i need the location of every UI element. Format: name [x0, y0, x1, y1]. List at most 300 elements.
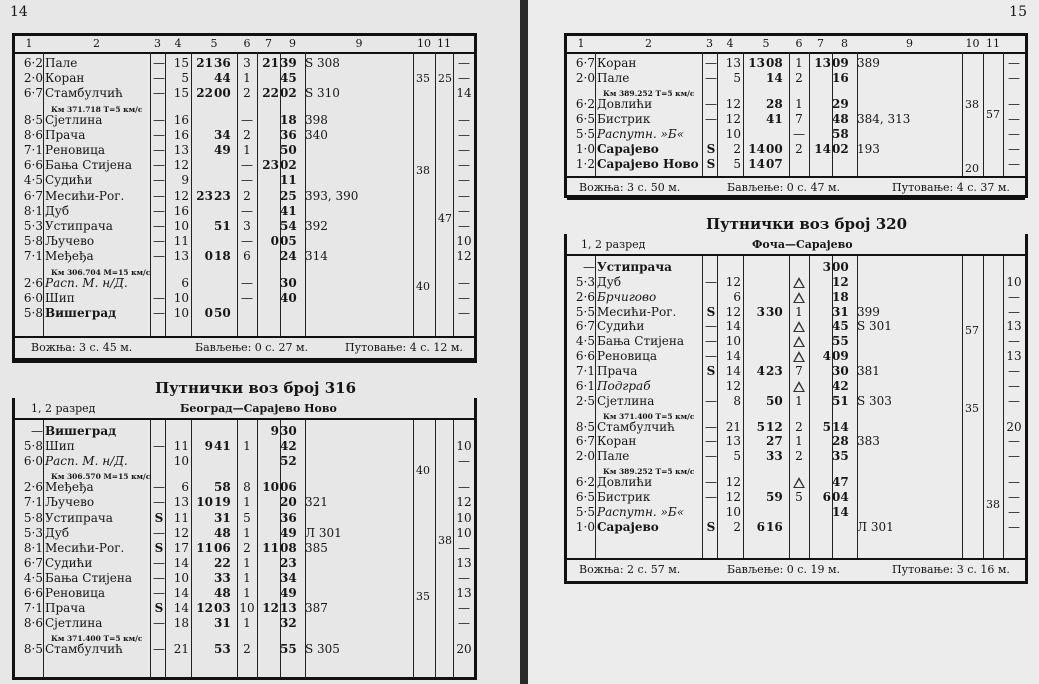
- time-cell: —: [153, 525, 165, 540]
- time-cell: —: [241, 234, 253, 249]
- distance-cell: 6·0: [23, 454, 43, 469]
- time-cell: S: [154, 601, 164, 616]
- time-cell: —: [458, 56, 470, 70]
- station-name: Стамбулчић: [597, 419, 675, 434]
- time-cell: 1: [243, 555, 251, 570]
- time-cell: 2: [795, 449, 803, 464]
- time-cell: —: [458, 601, 470, 616]
- time-cell: 15: [173, 56, 189, 70]
- time-cell: —: [241, 158, 253, 173]
- time-cell: 5: [756, 419, 765, 434]
- time-cell: 16: [173, 127, 189, 142]
- time-cell: S 303: [857, 393, 892, 408]
- time-cell: 41: [214, 439, 231, 454]
- column-header: 3: [154, 37, 161, 50]
- station-name: Мeђeђa: [45, 480, 94, 495]
- table-row: [15, 291, 474, 306]
- distance-cell: 7·1: [23, 249, 43, 264]
- time-cell: 11: [262, 540, 279, 555]
- time-cell: 2: [795, 419, 803, 434]
- table-row: [15, 128, 474, 143]
- time-cell: —: [1008, 304, 1020, 319]
- time-cell: —: [458, 158, 470, 173]
- time-cell: 51: [832, 393, 849, 408]
- distance-cell: 5·8: [23, 439, 43, 454]
- time-cell: 31: [214, 510, 231, 525]
- time-cell: —: [458, 188, 470, 203]
- timetable-footer: [15, 336, 474, 360]
- time-cell: —: [1008, 127, 1020, 141]
- time-cell: 13: [748, 56, 765, 70]
- column-header-row: [15, 36, 474, 54]
- time-cell: 3: [243, 219, 251, 233]
- time-cell: —: [705, 71, 717, 85]
- station-name: Устипрача: [597, 260, 672, 274]
- station-name: Реновица: [597, 349, 658, 364]
- time-cell: S: [706, 363, 716, 378]
- time-cell: 20: [1006, 419, 1022, 434]
- distance-cell: 4·5: [575, 334, 595, 349]
- time-cell: 05: [280, 234, 297, 249]
- time-cell: 29: [832, 97, 849, 111]
- time-cell: 03: [214, 601, 231, 616]
- table-row: [567, 475, 1025, 490]
- time-cell: 14: [766, 71, 783, 85]
- time-cell: 12: [725, 112, 741, 126]
- time-cell: 2: [243, 540, 251, 555]
- side-number: 57: [986, 108, 1000, 121]
- time-cell: —: [1008, 112, 1020, 126]
- time-cell: Л 301: [857, 519, 894, 534]
- time-cell: 10: [262, 480, 279, 495]
- column-header: 7: [265, 37, 272, 50]
- distance-cell: 8·5: [23, 112, 43, 127]
- train-class: 1, 2 разред: [581, 238, 646, 251]
- column-header: 8: [841, 37, 848, 50]
- time-cell: —: [153, 642, 165, 657]
- time-cell: [789, 290, 809, 305]
- time-cell: 9: [181, 173, 189, 188]
- time-cell: 13: [280, 601, 297, 616]
- kilometer-note: [15, 631, 474, 642]
- time-cell: 48: [832, 112, 849, 126]
- time-cell: —: [458, 173, 470, 188]
- time-cell: —: [458, 480, 470, 495]
- time-cell: 11: [173, 439, 189, 454]
- station-name: Бања Стијена: [597, 334, 685, 349]
- column-header-row: [567, 36, 1025, 54]
- time-cell: —: [1008, 142, 1020, 156]
- time-cell: 13: [725, 434, 741, 449]
- time-cell: 34: [280, 570, 297, 585]
- time-cell: 45: [280, 71, 297, 86]
- time-cell: 35: [832, 449, 849, 464]
- distance-cell: 4·5: [23, 173, 43, 188]
- station-name: Судићи: [597, 319, 645, 334]
- distance-cell: 5·5: [575, 304, 595, 319]
- station-name: Прача: [45, 601, 86, 616]
- table-row: [567, 157, 1025, 172]
- column-header: 11: [437, 37, 451, 50]
- note-text: Км 306.704 М=15 км/с: [51, 267, 151, 277]
- time-cell: 47: [832, 475, 849, 490]
- table-row: [567, 275, 1025, 290]
- station-name: Пале: [597, 449, 630, 464]
- distance-cell: 6·5: [575, 489, 595, 504]
- time-cell: 16: [173, 203, 189, 218]
- time-cell: 14: [725, 349, 741, 364]
- time-cell: 14: [173, 601, 189, 616]
- time-cell: 3: [243, 56, 251, 70]
- time-cell: 28: [832, 434, 849, 449]
- side-number: 38: [438, 534, 452, 547]
- distance-cell: 1·0: [575, 519, 595, 534]
- distance-cell: 2·6: [23, 275, 43, 290]
- distance-cell: 8·6: [23, 127, 43, 142]
- table-row: [567, 505, 1025, 520]
- time-cell: 13: [173, 143, 189, 157]
- distance-cell: —: [31, 424, 43, 438]
- station-name: Месићи-Рог.: [45, 188, 125, 203]
- time-cell: 52: [280, 454, 297, 469]
- time-cell: —: [705, 449, 717, 464]
- time-cell: 42: [832, 378, 849, 393]
- table-row: [567, 334, 1025, 349]
- timetable-footer: [567, 176, 1025, 200]
- time-cell: —: [153, 439, 165, 454]
- time-cell: 09: [832, 349, 849, 364]
- time-cell: 18: [173, 616, 189, 631]
- time-cell: 5: [733, 71, 741, 85]
- time-cell: —: [705, 319, 717, 334]
- time-cell: [789, 379, 809, 394]
- column-header: 1: [25, 37, 33, 50]
- time-cell: 21: [262, 56, 279, 70]
- side-number: 38: [986, 498, 1000, 511]
- time-cell: 193: [857, 142, 880, 156]
- time-cell: 06: [214, 540, 231, 555]
- station-name: Ључево: [45, 495, 95, 510]
- time-cell: 12: [832, 274, 849, 289]
- kilometer-note: [567, 464, 1025, 475]
- time-cell: [789, 319, 809, 334]
- time-cell: 00: [766, 142, 783, 156]
- table-row: [15, 616, 474, 631]
- time-cell: —: [458, 290, 470, 305]
- time-cell: —: [458, 306, 470, 320]
- station-name: Коран: [597, 434, 637, 449]
- footer-stop: Бављење: 0 с. 27 м.: [195, 341, 308, 354]
- time-cell: —: [458, 203, 470, 218]
- time-cell: 02: [280, 86, 297, 101]
- distance-cell: 2·0: [575, 71, 595, 85]
- time-cell: 48: [214, 586, 231, 600]
- table-row: [15, 511, 474, 526]
- note-text: Км 306.570 М=15 км/с: [51, 472, 151, 482]
- time-cell: 5: [733, 449, 741, 464]
- station-name: Вишеград: [45, 424, 117, 438]
- time-cell: 12: [456, 495, 472, 510]
- kilometer-note: [567, 86, 1025, 97]
- station-name: Пале: [597, 71, 630, 85]
- time-cell: 2: [795, 142, 803, 156]
- timetable-top: [564, 33, 1028, 198]
- time-cell: 14: [814, 142, 831, 156]
- time-cell: —: [1008, 289, 1020, 304]
- time-cell: 13: [456, 555, 472, 570]
- time-cell: 17: [173, 540, 189, 555]
- note-text: Км 371.400 Т=5 км/с: [51, 634, 143, 644]
- distance-cell: 8·1: [23, 203, 43, 218]
- column-header: 11: [986, 37, 1000, 50]
- time-cell: 1: [795, 393, 803, 408]
- table-row: [567, 142, 1025, 157]
- time-cell: —: [1008, 434, 1020, 449]
- table-row: [567, 305, 1025, 320]
- time-cell: 25: [280, 188, 297, 203]
- distance-cell: 6·7: [23, 555, 43, 570]
- station-name: Шип: [45, 290, 75, 305]
- time-cell: —: [458, 454, 470, 469]
- table-row: [15, 71, 474, 86]
- time-cell: 1: [243, 71, 251, 86]
- time-cell: 5: [243, 510, 251, 525]
- station-name: Коран: [45, 71, 85, 86]
- distance-cell: 5·3: [575, 274, 595, 289]
- time-cell: 39: [280, 56, 297, 70]
- time-cell: 40: [280, 290, 297, 305]
- time-cell: 30: [832, 363, 849, 378]
- time-cell: 2: [243, 127, 251, 142]
- time-cell: 3: [822, 260, 831, 274]
- table-row: [15, 234, 474, 249]
- triangle-icon: [793, 351, 805, 362]
- kilometer-note: [15, 265, 474, 276]
- table-row: [567, 112, 1025, 127]
- time-cell: 48: [214, 525, 231, 540]
- time-cell: 13: [1006, 349, 1022, 364]
- time-cell: 13: [814, 56, 831, 70]
- time-cell: 10: [173, 219, 189, 233]
- table-row: [15, 601, 474, 616]
- time-cell: —: [458, 127, 470, 142]
- distance-cell: 1·2: [575, 157, 595, 171]
- time-cell: —: [458, 112, 470, 127]
- station-name: Месићи-Рог.: [45, 540, 125, 555]
- time-cell: —: [793, 127, 805, 141]
- table-row: [567, 490, 1025, 505]
- station-name: Устипрача: [45, 219, 113, 233]
- time-cell: 389: [857, 56, 880, 70]
- time-cell: —: [241, 203, 253, 218]
- time-cell: 06: [280, 480, 297, 495]
- column-header: 9: [289, 37, 296, 50]
- station-name: Коран: [597, 56, 637, 70]
- time-cell: 14: [456, 86, 472, 101]
- time-cell: 10: [196, 495, 213, 510]
- station-name: Вишеград: [45, 306, 117, 320]
- side-number: 35: [416, 72, 430, 85]
- time-cell: 10: [173, 306, 189, 320]
- time-cell: S: [154, 510, 164, 525]
- time-cell: —: [705, 97, 717, 111]
- column-header: 4: [174, 37, 182, 50]
- time-cell: —: [153, 570, 165, 585]
- column-header: 5: [210, 37, 218, 50]
- time-cell: 16: [832, 71, 849, 85]
- time-cell: S: [706, 157, 716, 171]
- time-cell: 09: [832, 56, 849, 70]
- time-cell: 11: [173, 510, 189, 525]
- time-cell: —: [153, 219, 165, 233]
- time-cell: —: [458, 540, 470, 555]
- time-cell: 314: [305, 249, 328, 264]
- time-cell: —: [153, 480, 165, 495]
- train-title: Путнички воз број 320: [706, 215, 908, 233]
- time-cell: 12: [725, 378, 741, 393]
- time-cell: 12: [725, 274, 741, 289]
- station-name: Сарајево: [597, 519, 659, 534]
- time-cell: 13: [173, 249, 189, 264]
- time-cell: —: [458, 219, 470, 233]
- time-cell: —: [153, 306, 165, 320]
- time-cell: 8: [733, 393, 741, 408]
- time-cell: 21: [725, 419, 741, 434]
- side-number: 35: [416, 590, 430, 603]
- station-name: Стамбулчић: [45, 86, 123, 101]
- time-cell: —: [705, 393, 717, 408]
- time-cell: 1: [243, 586, 251, 600]
- time-cell: —: [1008, 334, 1020, 349]
- time-cell: —: [1008, 519, 1020, 534]
- distance-cell: 8·5: [23, 642, 43, 657]
- distance-cell: 6·1: [575, 378, 595, 393]
- table-row: [15, 586, 474, 601]
- divider: [15, 418, 474, 420]
- page-number: 15: [1009, 4, 1027, 20]
- time-cell: 13: [725, 56, 741, 70]
- time-cell: —: [705, 274, 717, 289]
- time-cell: —: [705, 419, 717, 434]
- table-row: [15, 454, 474, 469]
- time-cell: 5: [733, 157, 741, 171]
- time-cell: 28: [766, 97, 783, 111]
- time-cell: —: [705, 334, 717, 349]
- time-cell: —: [153, 86, 165, 101]
- time-cell: —: [153, 203, 165, 218]
- time-cell: 2: [243, 642, 251, 657]
- right-page: [528, 0, 1039, 684]
- time-cell: 340: [305, 127, 328, 142]
- note-text: Км 389.252 Т=5 км/с: [603, 467, 695, 477]
- table-row: [567, 260, 1025, 275]
- column-header: 3: [706, 37, 713, 50]
- distance-cell: 4·5: [23, 570, 43, 585]
- station-name: Пале: [45, 56, 78, 70]
- time-cell: 9: [204, 439, 213, 454]
- time-cell: —: [705, 112, 717, 126]
- triangle-icon: [793, 321, 805, 332]
- time-cell: —: [1008, 97, 1020, 111]
- time-cell: 36: [280, 127, 297, 142]
- station-name: Стамбулчић: [45, 642, 123, 657]
- time-cell: 49: [280, 586, 297, 600]
- time-cell: 5: [181, 71, 189, 86]
- time-cell: —: [153, 616, 165, 631]
- time-cell: 10: [456, 234, 472, 249]
- time-cell: 18: [832, 289, 849, 304]
- time-cell: 08: [766, 56, 783, 70]
- time-cell: 4: [822, 349, 831, 364]
- time-cell: 13: [456, 586, 472, 600]
- time-cell: —: [153, 173, 165, 188]
- time-cell: 2: [733, 142, 741, 156]
- time-cell: —: [458, 71, 470, 86]
- distance-cell: 5·3: [23, 219, 43, 233]
- table-row: [15, 556, 474, 571]
- time-cell: 7: [795, 363, 803, 378]
- time-cell: 6: [733, 289, 741, 304]
- station-name: Бистрик: [597, 489, 651, 504]
- column-header: 2: [93, 37, 100, 50]
- distance-cell: 6·2: [575, 475, 595, 490]
- side-number: 20: [965, 162, 979, 175]
- time-cell: —: [153, 290, 165, 305]
- station-name: Месићи-Рог.: [597, 304, 677, 319]
- timetable-footer: [567, 558, 1025, 580]
- time-cell: S 301: [857, 319, 892, 334]
- time-cell: [789, 349, 809, 364]
- station-name: Сарајево: [597, 142, 659, 156]
- time-cell: 399: [857, 304, 880, 319]
- note-text: Км 371.718 Т=5 км/с: [51, 104, 143, 114]
- time-cell: 44: [214, 71, 231, 86]
- time-cell: 12: [766, 419, 783, 434]
- timetable-bottom: [12, 398, 477, 680]
- time-cell: 11: [280, 173, 297, 188]
- table-row: [567, 364, 1025, 379]
- distance-cell: 8·5: [575, 419, 595, 434]
- kilometer-note: [15, 102, 474, 113]
- time-cell: S: [706, 519, 716, 534]
- time-cell: 10: [725, 127, 741, 141]
- time-cell: —: [1008, 449, 1020, 464]
- column-header: 10: [965, 37, 980, 50]
- time-cell: 12: [173, 188, 189, 203]
- table-row: [15, 113, 474, 128]
- time-cell: 321: [305, 495, 328, 510]
- time-cell: 36: [214, 56, 231, 70]
- time-cell: 10: [456, 439, 472, 454]
- table-row: [567, 394, 1025, 409]
- table-row: [15, 219, 474, 234]
- time-cell: 34: [214, 127, 231, 142]
- time-cell: —: [1008, 378, 1020, 393]
- table-row: [15, 249, 474, 264]
- column-header: 5: [762, 37, 770, 50]
- time-cell: 21: [196, 56, 213, 70]
- time-cell: 1: [243, 495, 251, 510]
- time-cell: —: [1008, 393, 1020, 408]
- time-cell: 0: [204, 306, 213, 320]
- time-cell: —: [241, 173, 253, 188]
- time-cell: 59: [766, 489, 783, 504]
- table-row: [15, 86, 474, 101]
- distance-cell: 2·6: [575, 289, 595, 304]
- footer-drive: Вожња: 3 с. 45 м.: [31, 341, 133, 354]
- time-cell: 12: [262, 601, 279, 616]
- distance-cell: 2·5: [575, 393, 595, 408]
